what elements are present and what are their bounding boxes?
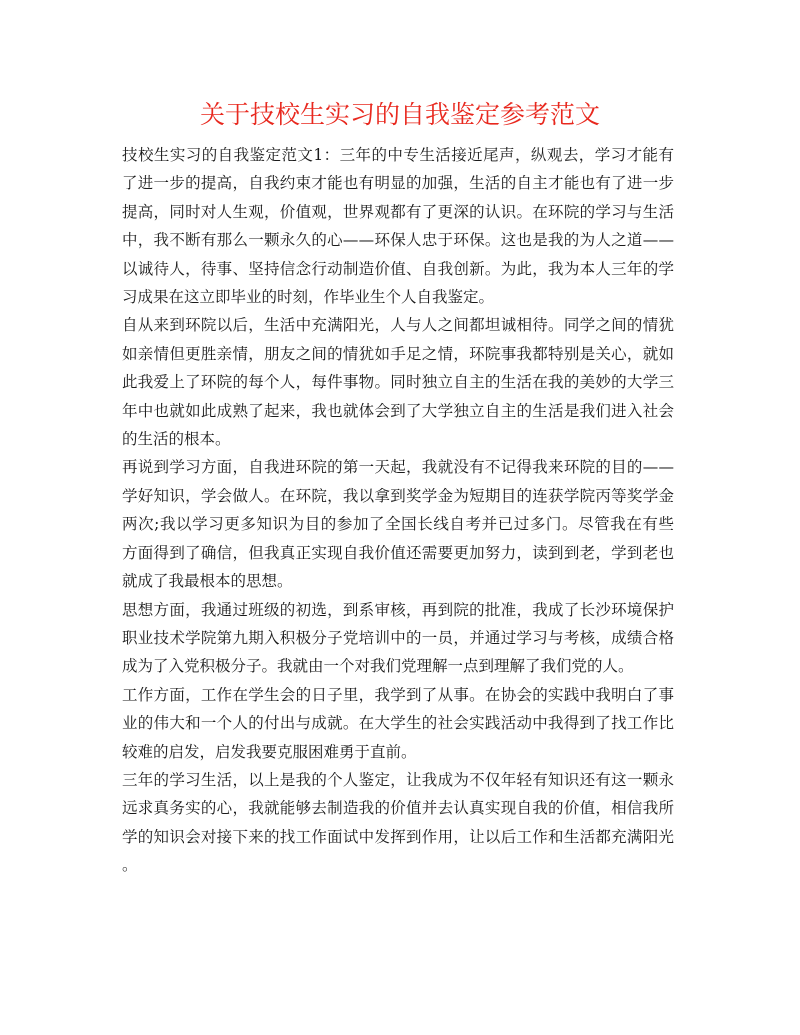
paragraph [122,311,674,453]
text-line: 自从来到环院以后，生活中充满阳光，人与人之间都坦诚相待。同学之间的情犹 [122,316,675,335]
text-line: 了进一步的提高，自我约束才能也有明显的加强，生活的自主才能也有了进一步 [122,174,675,193]
paragraph [122,681,674,766]
document-title: 关于技校生实习的自我鉴定参考范文 [199,100,600,129]
text-line: 职业技术学院第九期入积极分子党培训中的一员，并通过学习与考核，成绩合格 [122,628,675,647]
text-line: 习成果在这立即毕业的时刻，作毕业生个人自我鉴定。 [122,288,495,307]
paragraph [122,453,674,595]
text-line: 此我爱上了环院的每个人，每件事物。同时独立自主的生活在我的美妙的大学三 [122,373,675,392]
paragraph [122,766,674,880]
text-line: 就成了我最根本的思想。 [122,572,293,591]
text-line: 较难的启发，启发我要克服困难勇于直前。 [122,742,417,761]
text-line: 年中也就如此成熟了起来，我也就体会到了大学独立自主的生活是我们进入社会 [122,401,675,420]
text-line: 三年的学习生活，以上是我的个人鉴定，让我成为不仅年轻有知识还有这一颗永 [122,770,675,789]
text-line: 以诚待人，待事、坚持信念行动制造价值、自我创新。为此，我为本人三年的学 [122,259,675,278]
text-line: 成为了入党积极分子。我就由一个对我们党理解一点到理解了我们党的人。 [122,657,634,676]
text-line: 技校生实习的自我鉴定范文1：三年的中专生活接近尾声，纵观去，学习才能有 [122,146,675,164]
document-body [122,141,674,880]
paragraph [122,596,674,681]
text-line: 思想方面，我通过班级的初选，到系审核，再到院的批准，我成了长沙环境保护 [122,600,675,619]
text-line: 学好知识，学会做人。在环院，我以拿到奖学金为短期目的连获学院丙等奖学金 [122,486,675,505]
text-line: 学的知识会对接下来的找工作面试中发挥到作用，让以后工作和生活都充满阳光 [122,827,675,846]
text-line: 如亲情但更胜亲情，朋友之间的情犹如手足之情，环院事我都特别是关心，就如 [122,344,675,363]
text-line: 远求真务实的心，我就能够去制造我的价值并去认真实现自我的价值，相信我所 [122,799,675,818]
text-line: 工作方面，工作在学生会的日子里，我学到了从事。在协会的实践中我明白了事 [122,685,675,704]
text-line: 。 [122,856,138,875]
text-line: 业的伟大和一个人的付出与成就。在大学生的社会实践活动中我得到了找工作比 [122,714,675,733]
paragraph [122,141,674,311]
text-line: 再说到学习方面，自我进环院的第一天起，我就没有不记得我来环院的目的—— [122,458,675,477]
text-line: 的生活的根本。 [122,430,231,449]
text-line: 两次;我以学习更多知识为目的参加了全国长线自考并已过多门。尽管我在有些 [122,515,675,534]
text-line: 中，我不断有那么一颗永久的心——环保人忠于环保。这也是我的为人之道—— [122,231,675,250]
text-line: 方面得到了确信，但我真正实现自我价值还需要更加努力，读到到老，学到老也 [122,543,675,562]
text-line: 提高，同时对人生观，价值观，世界观都有了更深的认识。在环院的学习与生活 [122,202,675,221]
